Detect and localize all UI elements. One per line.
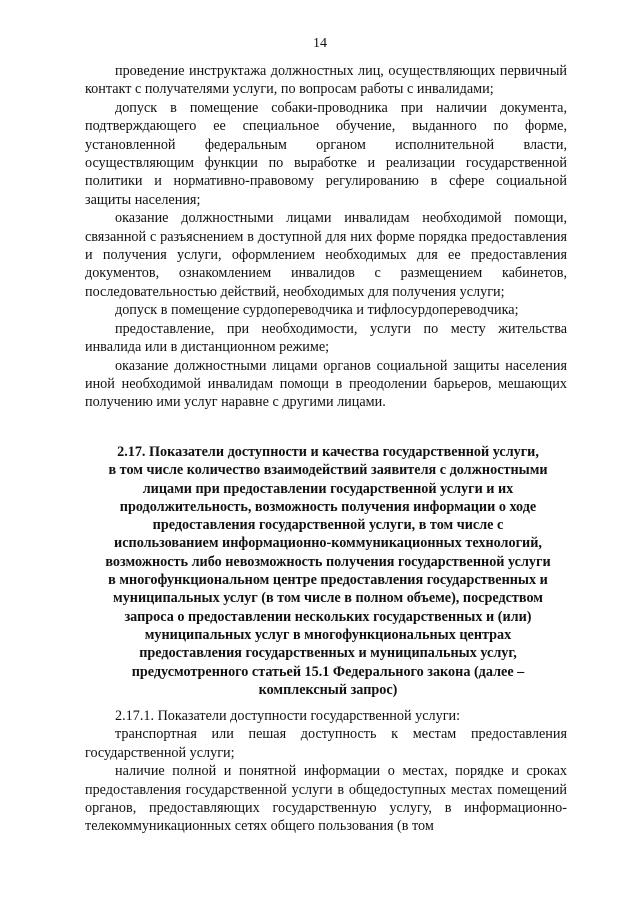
body-text-bottom	[85, 707, 567, 836]
body-text-top	[85, 62, 567, 412]
paragraph: оказание должностными лицами инвалидам необходимой помощи, связанной с разъяснением в доступной для них форме порядка предоставления и получения услуги, оформлением необходимых для ее предоставления документов, ознакомлением инвалидов с размещением кабинетов, последовательностью действий, необходимых для получения услуги;	[85, 210, 567, 300]
heading-line: запроса о предоставлении нескольких государственных и (или)	[124, 608, 532, 625]
paragraph: наличие полной и понятной информации о местах, порядке и сроках предоставления государственной услуги в общедоступных местах помещений органов, предоставляющих государственную услугу, в информационно-телекоммуникационных сетях общего пользования (в том	[85, 763, 567, 835]
paragraph: оказание должностными лицами органов социальной защиты населения иной необходимой инвалидам помощи в преодолении барьеров, мешающих получению ими услуг наравне с другими лицами.	[85, 357, 567, 411]
heading-line: комплексный запрос)	[258, 681, 398, 698]
heading-line: муниципальных услуг в многофункциональных центрах	[144, 626, 512, 643]
paragraph: транспортная или пешая доступность к местам предоставления государственной услуги;	[85, 726, 567, 761]
paragraph: допуск в помещение сурдопереводчика и тифлосурдопереводчика;	[115, 302, 519, 319]
heading-line: использованием информационно-коммуникационных технологий,	[114, 535, 542, 552]
heading-line: возможность либо невозможность получения государственной услуги	[105, 553, 551, 570]
paragraph: проведение инструктажа должностных лиц, осуществляющих первичный контакт с получателями услуги, по вопросам работы с инвалидами;	[85, 63, 567, 98]
heading-line: предоставления государственной услуги, в том числе с	[152, 517, 504, 534]
paragraph: допуск в помещение собаки-проводника при наличии документа, подтверждающего ее специальное обучение, выданного по форме, установленной федеральным органом исполнительной власти, осуществляющим функции по выработке и реализации государственной политики и нормативно-правовому регулированию в сфере социальной защиты населения;	[85, 99, 567, 208]
page-number: 14	[313, 36, 327, 51]
heading-line: предусмотренного статьей 15.1 Федерального закона (далее –	[131, 663, 525, 680]
heading-line: 2.17. Показатели доступности и качества государственной услуги,	[117, 444, 539, 460]
paragraph: предоставление, при необходимости, услуги по месту жительства инвалида или в дистанционном режиме;	[85, 320, 567, 356]
heading-line: муниципальных услуг (в том числе в полном объеме), посредством	[113, 590, 543, 607]
heading-line: лицами при предоставлении государственной услуги и их	[142, 480, 514, 497]
heading-line: предоставления государственных и муниципальных услуг,	[139, 645, 517, 662]
heading-line: в том числе количество взаимодействий заявителя с должностными	[108, 462, 548, 479]
section-heading	[93, 443, 563, 699]
heading-line: продолжительность, возможность получения информации о ходе	[119, 498, 537, 515]
subsection-title: 2.17.1. Показатели доступности государственной услуги:	[115, 708, 461, 724]
heading-line: в многофункциональном центре предоставления государственных и	[108, 572, 548, 589]
